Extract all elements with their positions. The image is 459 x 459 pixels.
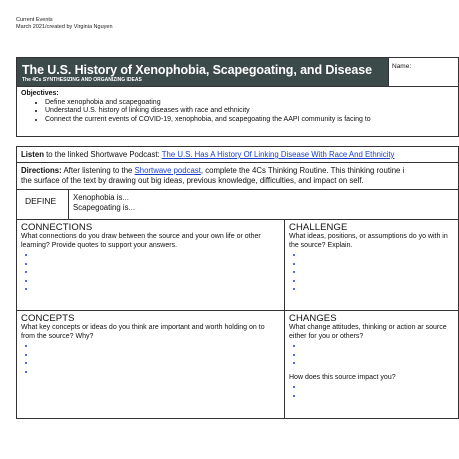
directions-text-2: , complete the 4Cs Thinking Routine. This thinking routine i — [200, 166, 405, 175]
scapegoating-field[interactable] — [73, 203, 135, 213]
document-header — [16, 17, 113, 31]
connections-answer-list[interactable] — [21, 251, 280, 294]
define-row — [16, 190, 459, 220]
worksheet — [16, 57, 459, 419]
objective-item: • Connect the current events of COVID-19, xenophobia, and scapegoating the AAPI community is facing to — [45, 116, 458, 125]
changes-prompt-2: How does this source impact you? — [289, 373, 396, 381]
header-line-2: March 2021/created by Virginia Nguyen — [16, 24, 113, 30]
answer-bullet[interactable] — [304, 342, 456, 351]
title-bar — [16, 57, 459, 87]
define-terms — [69, 190, 135, 219]
objective-item: • Understand U.S. history of linking diseases with race and ethnicity — [45, 107, 458, 116]
answer-bullet[interactable] — [36, 285, 280, 294]
challenge-cell[interactable] — [284, 220, 459, 310]
connections-prompt: What connections do you draw between the source and your own life or other learning? Provide quotes to support your answers. — [21, 233, 261, 249]
xenophobia-ellipsis: ... — [122, 193, 129, 202]
answer-bullet[interactable] — [304, 359, 456, 368]
concepts-heading: CONCEPTS — [21, 313, 75, 324]
answer-bullet[interactable] — [304, 392, 456, 401]
podcast-link[interactable]: The U.S. Has A History Of Linking Disease With Race And Ethnicity — [161, 150, 395, 159]
connections-heading: CONNECTIONS — [21, 222, 93, 233]
scapegoating-term: Scapegoating is — [73, 203, 129, 212]
answer-bullet[interactable] — [304, 260, 456, 269]
scapegoating-ellipsis: ... — [128, 203, 135, 212]
page-subtitle: The 4Cs SYNTHESIZING AND ORGANIZING IDEAS — [22, 77, 142, 83]
title-box — [17, 58, 388, 86]
define-label: DEFINE — [17, 190, 69, 219]
objectives-label: Objectives: — [21, 90, 59, 97]
concepts-cell[interactable] — [17, 310, 284, 418]
answer-bullet[interactable] — [36, 251, 280, 260]
answer-bullet[interactable] — [304, 351, 456, 360]
challenge-answer-list[interactable] — [289, 251, 456, 294]
answer-bullet[interactable] — [304, 251, 456, 260]
page-title: The U.S. History of Xenophobia, Scapegoating, and Disease — [22, 63, 372, 77]
connections-cell[interactable] — [17, 220, 284, 310]
challenge-prompt: What ideas, positions, or assumptions do yo with in the source? Explain. — [289, 233, 448, 249]
changes-prompt: What change attitudes, thinking or action ar source either for you or others? — [289, 324, 447, 340]
answer-bullet[interactable] — [36, 368, 280, 377]
answer-bullet[interactable] — [36, 342, 280, 351]
listen-box — [16, 146, 459, 163]
shortwave-podcast-link[interactable]: Shortwave podcast — [134, 166, 201, 175]
changes-cell[interactable] — [284, 310, 459, 418]
directions-line-2: the surface of the text by drawing out big ideas, previous knowledge, difficulties, and impact on self. — [21, 175, 364, 185]
header-line-1: Current Events — [16, 17, 53, 23]
answer-bullet[interactable] — [304, 383, 456, 392]
challenge-heading: CHALLENGE — [289, 222, 348, 233]
directions-bold: Directions: — [21, 166, 62, 175]
answer-bullet[interactable] — [36, 268, 280, 277]
changes-heading: CHANGES — [289, 313, 337, 324]
objective-item: • Define xenophobia and scapegoating — [45, 99, 458, 108]
answer-bullet[interactable] — [36, 277, 280, 286]
answer-bullet[interactable] — [36, 351, 280, 360]
concepts-prompt: What key concepts or ideas do you think are important and worth holding on to from the source? Why? — [21, 324, 265, 340]
objectives-box — [16, 87, 459, 137]
changes-answer-list[interactable] — [289, 342, 456, 368]
directions-text-1: After listening to the — [61, 166, 135, 175]
concepts-answer-list[interactable] — [21, 342, 280, 376]
four-cs-grid — [16, 220, 459, 419]
xenophobia-field[interactable] — [73, 193, 135, 203]
listen-text: to the linked Shortwave Podcast: — [43, 150, 162, 159]
name-field[interactable] — [388, 58, 458, 86]
directions-box — [16, 163, 459, 190]
answer-bullet[interactable] — [36, 260, 280, 269]
objectives-list — [21, 99, 458, 125]
answer-bullet[interactable] — [304, 268, 456, 277]
answer-bullet[interactable] — [36, 359, 280, 368]
name-label: Name: — [392, 63, 412, 70]
xenophobia-term: Xenophobia is — [73, 193, 123, 202]
answer-bullet[interactable] — [304, 277, 456, 286]
listen-bold: Listen — [21, 150, 44, 159]
answer-bullet[interactable] — [304, 285, 456, 294]
impact-answer-list[interactable] — [289, 383, 456, 400]
